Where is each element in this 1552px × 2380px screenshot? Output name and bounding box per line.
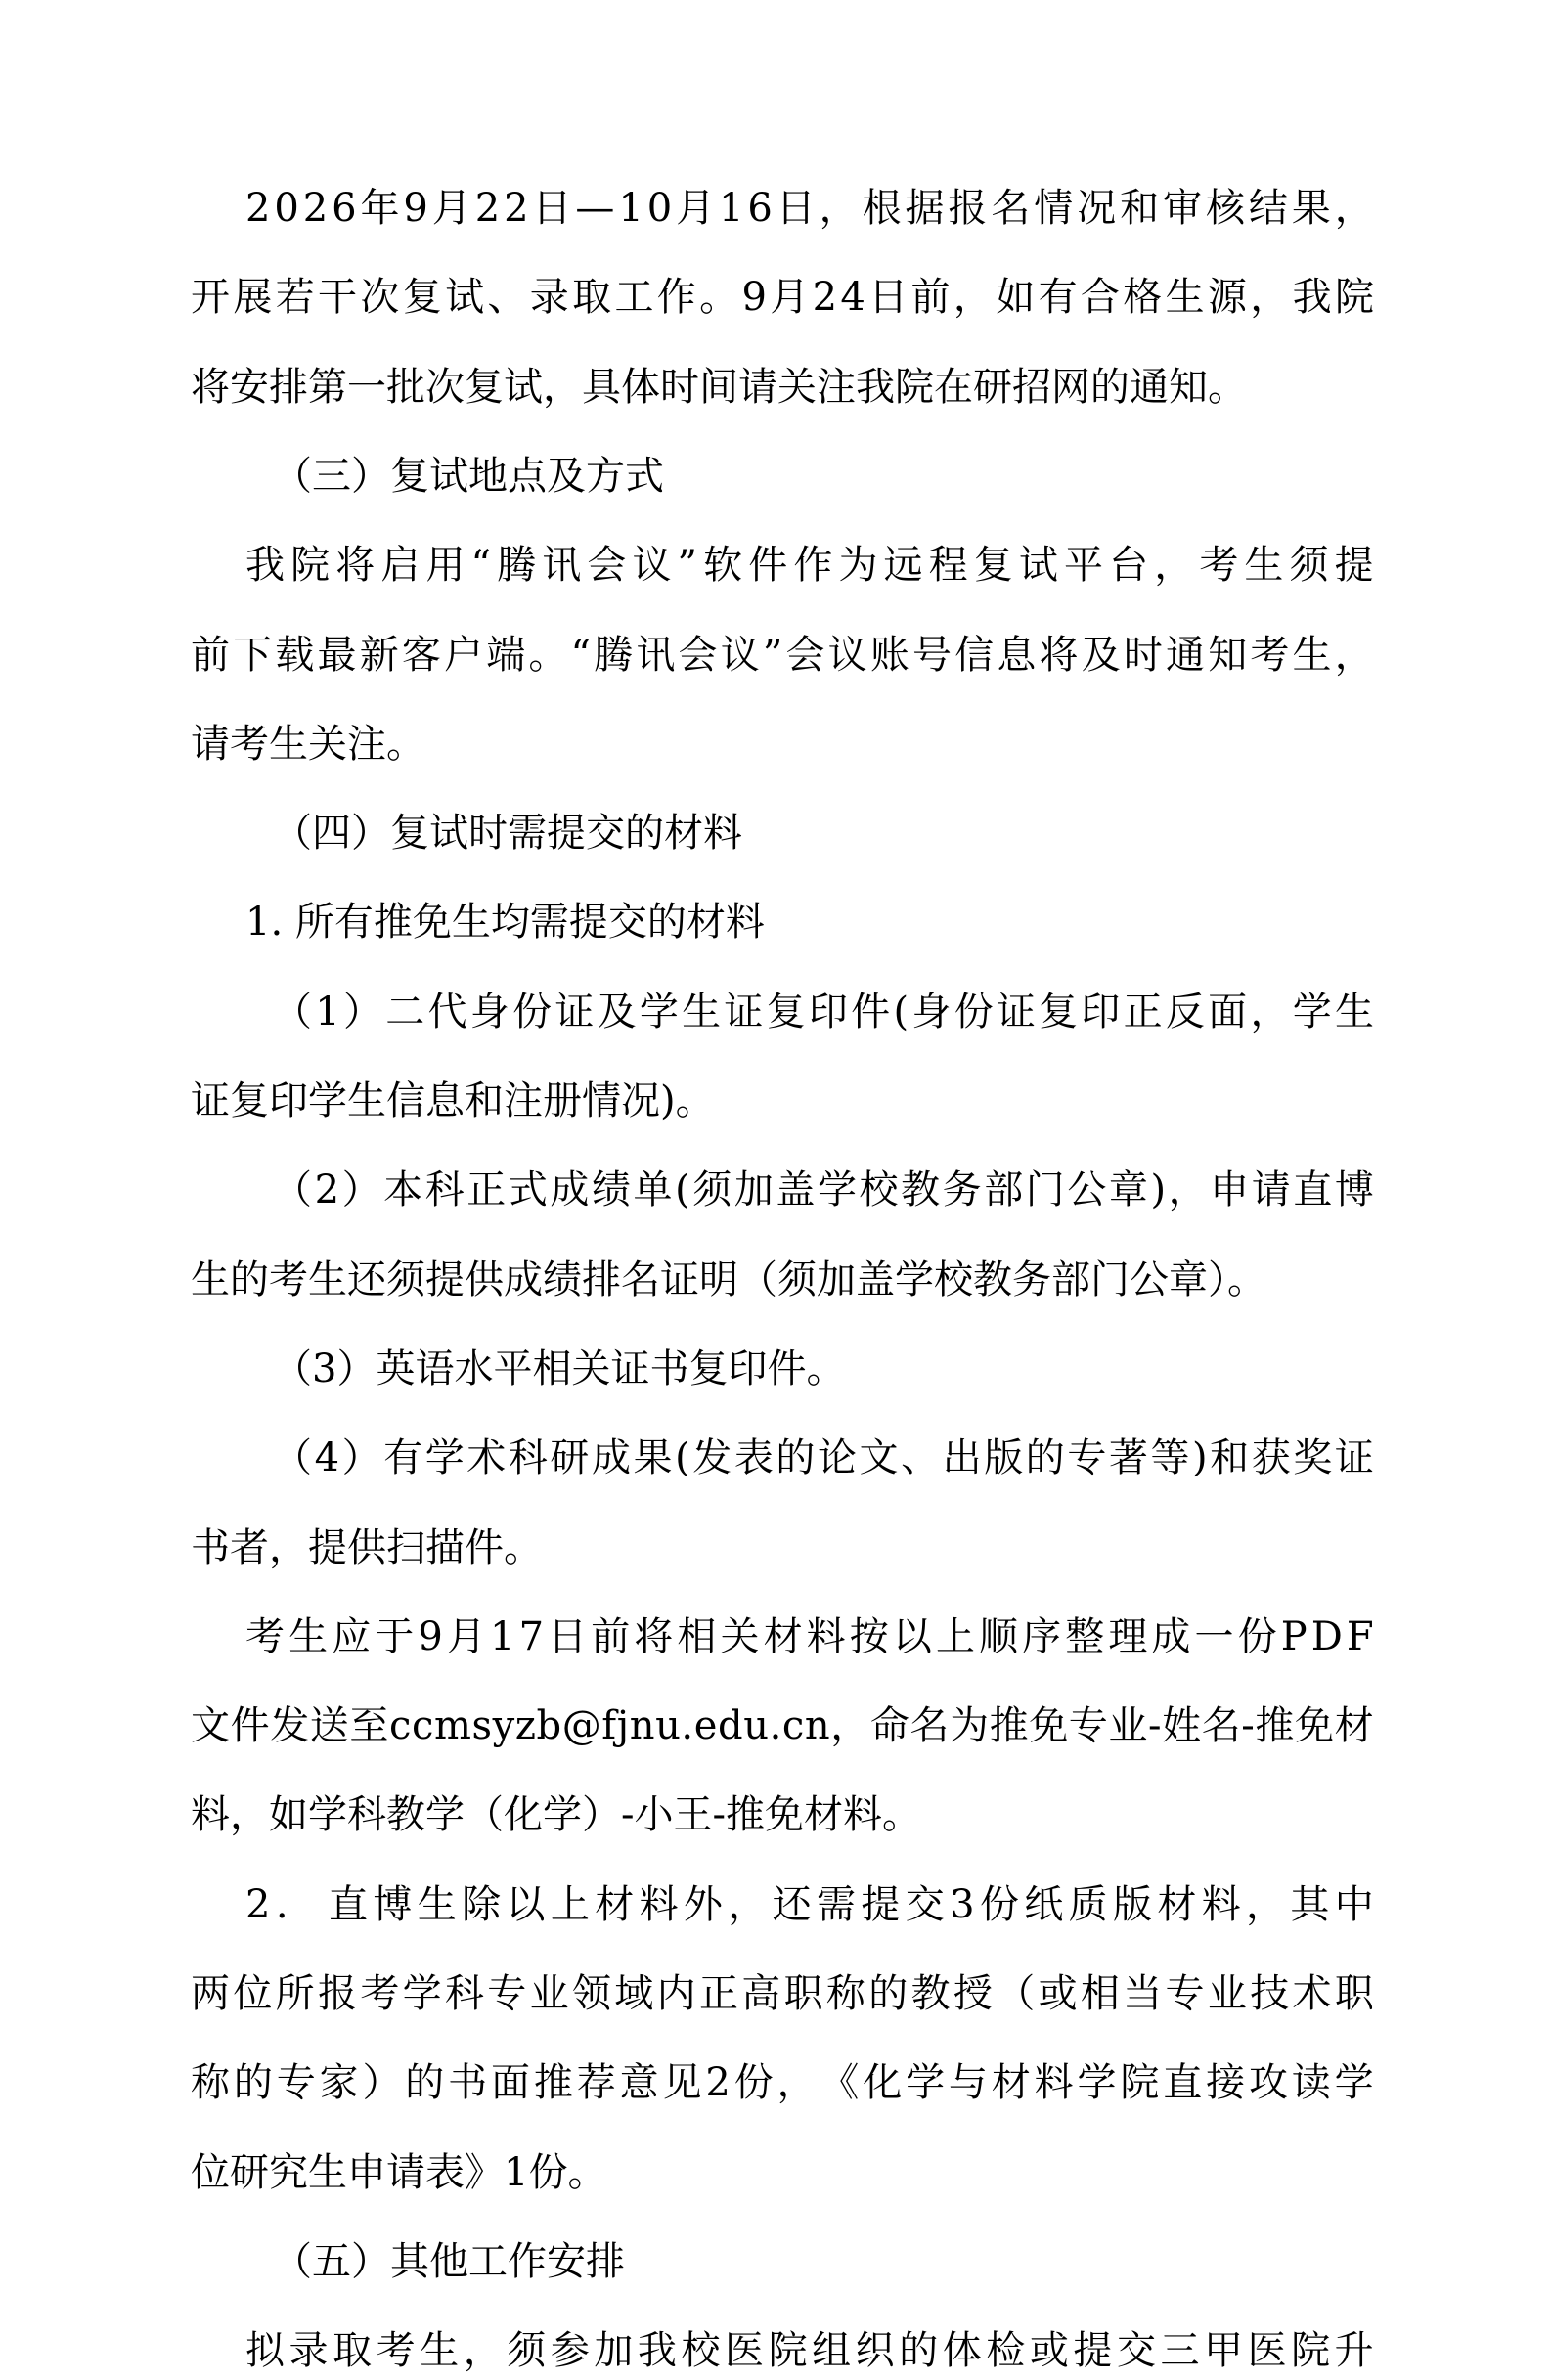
document-line: 将安排第一批次复试，具体时间请关注我院在研招网的通知。: [191, 365, 1247, 410]
document-line: 2 . 直 博 生 除 以 上 材 料 外 ， 还 需 提 交 3 份 纸 质 版 材 料 ， 其 中: [245, 1882, 1374, 1927]
document-line: （3）英语水平相关证书复印件。: [273, 1346, 846, 1391]
document-line: （五）其他工作安排: [273, 2239, 625, 2284]
document-line: （三）复试地点及方式: [273, 454, 664, 499]
document-line: （四）复试时需提交的材料: [273, 811, 742, 856]
document-line: （ 2 ） 本 科 正 式 成 绩 单 ( 须 加 盖 学 校 教 务 部 门 公 章 ) ， 申 请 直 博: [273, 1168, 1374, 1212]
document-line: 开 展 若 干 次 复 试 、 录 取 工 作 。 9 月 2 4 日 前 ， 如 有 合 格 生 源 ， 我 院: [191, 275, 1374, 320]
document-line: 位研究生申请表》1份。: [191, 2150, 607, 2195]
document-line: 两 位 所 报 考 学 科 专 业 领 域 内 正 高 职 称 的 教 授 （ 或 相 当 专 业 技 术 职: [191, 1971, 1374, 2016]
document-line: 1. 所有推免生均需提交的材料: [245, 900, 765, 945]
document-line: 请考生关注。: [191, 722, 425, 767]
document-line: 书者，提供扫描件。: [191, 1525, 543, 1570]
document-line: 料，如学科教学（化学）-小王-推免材料。: [191, 1792, 922, 1837]
document-line: 2 0 2 6 年 9 月 2 2 日 — 1 0 月 1 6 日 ， 根 据 报 名 情 况 和 审 核 结 果 ，: [245, 186, 1374, 231]
document-line: 生的考生还须提供成绩排名证明（须加盖学校教务部门公章）。: [191, 1257, 1266, 1302]
document-line: 文 件 发 送 至 c c m s y z b @ f j n u . e d u . c n ， 命 名 为 推 免 专 业 - 姓 名 - 推 免 材: [191, 1703, 1374, 1748]
document-line: （ 4 ） 有 学 术 科 研 成 果 ( 发 表 的 论 文 、 出 版 的 专 著 等 ) 和 获 奖 证: [273, 1435, 1374, 1480]
document-line: 证复印学生信息和注册情况)。: [191, 1079, 715, 1124]
document-line: （ 1 ） 二 代 身 份 证 及 学 生 证 复 印 件 ( 身 份 证 复 印 正 反 面 ， 学 生: [273, 990, 1374, 1035]
document-line: 称 的 专 家 ） 的 书 面 推 荐 意 见 2 份 ， 《 化 学 与 材 料 学 院 直 接 攻 读 学: [191, 2060, 1374, 2105]
document-line: 考 生 应 于 9 月 1 7 日 前 将 相 关 材 料 按 以 上 顺 序 整 理 成 一 份 P D F: [245, 1614, 1374, 1659]
document-line: 我 院 将 启 用 “ 腾 讯 会 议 ” 软 件 作 为 远 程 复 试 平 台 ， 考 生 须 提: [245, 543, 1374, 588]
document-line: 前 下 载 最 新 客 户 端 。 “ 腾 讯 会 议 ” 会 议 账 号 信 息 将 及 时 通 知 考 生 ，: [191, 633, 1374, 678]
document-line: 拟 录 取 考 生 ， 须 参 加 我 校 医 院 组 织 的 体 检 或 提 交 三 甲 医 院 升: [245, 2328, 1374, 2373]
